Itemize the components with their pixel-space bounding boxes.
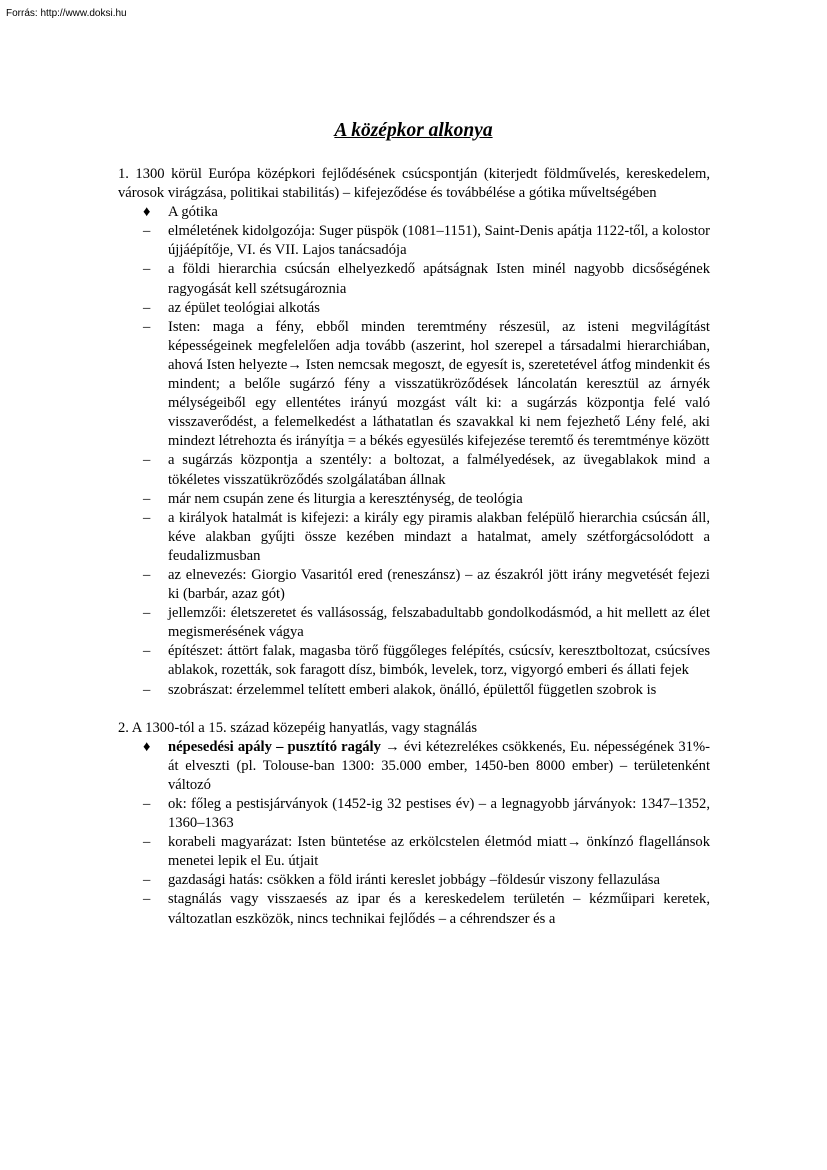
list-item-text: korabeli magyarázat: Isten büntetése az erkölcstelen életmód miatt→ önkínzó flagellánsok menetei lepik el Eu. útjait <box>168 834 710 870</box>
list-item-text: az elnevezés: Giorgio Vasaritól ered (reneszánsz) – az északról jött irány megvetését fejezi ki (barbár, azaz gót) <box>168 566 710 603</box>
list-item-text: elméletének kidolgozója: Suger püspök (1081–1151), Saint-Denis apátja 1122-től, a kolostor újjáépítője, VI. és VII. Lajos tanácsadója <box>168 223 710 259</box>
list-item-text: ok: főleg a pestisjárványok (1452-ig 32 pestises év) – a legnagyobb járványok: 1347–1352, 1360–1363 <box>168 796 710 832</box>
dash-bullet-icon: – <box>143 834 151 851</box>
dash-bullet-icon: – <box>143 566 151 583</box>
dash-bullet-icon: – <box>143 261 151 278</box>
list-item-heading <box>118 203 710 222</box>
list-item <box>118 795 710 833</box>
source-label: Forrás: http://www.doksi.hu <box>6 8 127 19</box>
dash-bullet-icon: – <box>143 299 151 316</box>
dash-bullet-icon: – <box>143 605 151 622</box>
section-2-heading: 2. A 1300-tól a 15. század közepéig hanyatlás, vagy stagnálás <box>118 719 478 736</box>
list-item-text: az épület teológiai alkotás <box>168 299 320 316</box>
page-title: A középkor alkonya <box>334 120 493 141</box>
list-item-lead <box>118 738 710 795</box>
list-item <box>118 871 710 890</box>
list-item-text: stagnálás vagy visszaesés az ipar és a kereskedelem területén – kézműipari keretek, változatlan eszközök, nincs technikai fejlődés – a céhrendszer és a <box>168 891 710 927</box>
list-item <box>118 681 710 700</box>
dash-bullet-icon: – <box>143 681 151 698</box>
list-item <box>118 299 710 318</box>
list-item <box>118 451 710 489</box>
list-item <box>118 833 710 871</box>
dash-bullet-icon: – <box>143 643 151 660</box>
list-item <box>118 260 710 298</box>
dash-bullet-icon: – <box>143 796 151 812</box>
dash-bullet-icon: – <box>143 223 151 240</box>
dash-bullet-icon: – <box>143 490 151 507</box>
dash-bullet-icon: – <box>143 509 151 526</box>
section-1-intro: 1. 1300 körül Európa középkori fejlődésének csúcspontján (kiterjedt földművelés, kereskedelem, városok virágzása, politikai stabilitás) – kifejeződése és továbbélése a gótika műveltségében <box>118 166 710 202</box>
list-item <box>118 890 710 928</box>
list-heading-label: A gótika <box>168 204 218 221</box>
list-item <box>118 642 710 680</box>
dash-bullet-icon: – <box>143 891 151 908</box>
list-item <box>118 318 710 452</box>
document-body <box>118 165 710 929</box>
list-item <box>118 604 710 642</box>
dash-bullet-icon: – <box>143 318 151 335</box>
list-item-text: a királyok hatalmát is kifejezi: a király egy piramis alakban felépülő hierarchia csúcsán áll, kéve alakban gyűjti össze kezében mindazt a hatalmat, amely szétforgácsolódott a feudalizmusban <box>168 509 710 564</box>
diamond-bullet-icon: ♦ <box>143 738 151 755</box>
list-item-text: szobrászat: érzelemmel telített emberi alakok, önálló, épülettől független szobrok is <box>168 681 657 698</box>
list-item-text: gazdasági hatás: csökken a föld iránti kereslet jobbágy –földesúr viszony fellazulása <box>168 872 660 889</box>
list-item-text: építészet: áttört falak, magasba törő függőleges felépítés, csúcsív, keresztboltozat, csúcsíves ablakok, rozetták, sok faragott dísz, bimbók, levelek, torz, vigyorgó emberi és állati fejek <box>168 643 710 679</box>
list-item-text: a sugárzás központja a szentély: a boltozat, a falmélyedések, az üvegablakok mind a tökéletes visszatükröződés szolgálatában állnak <box>168 452 710 488</box>
list-item-text: a földi hierarchia csúcsán elhelyezkedő apátságnak Isten minél nagyobb dicsőségének ragyogását kell szétsugároznia <box>168 261 710 297</box>
dash-bullet-icon: – <box>143 452 151 469</box>
list-item <box>118 490 710 509</box>
list-item <box>118 222 710 260</box>
list-item-text: Isten: maga a fény, ebből minden teremtmény részesül, az isteni megvilágítást képességeinek megfelelően adja tovább (aszerint, hol szerepel a társadalmi hierarchiában, ahová Isten helyezte→ Isten nemcsak megoszt, de egyesít is, szeretetével átfog mindenkit és mindent; a belőle sugárzó fény a visszatükröződések láncolatán keresztül az árnyék mélységeiből egy ellentétes irányú mozgást vált ki: a sugárzás központja felé való visszaverődést, a felemelkedést a láthatatlan és szavakkal ki nem fejezhető Lény felé, aki mindezt létrehozta és irányítja = a békés egyesülés kifejezése teremtő és teremtménye között <box>168 318 710 450</box>
list-item <box>118 509 710 566</box>
section-spacer <box>118 700 710 719</box>
diamond-bullet-icon: ♦ <box>143 204 151 221</box>
list-item-text: már nem csupán zene és liturgia a kereszténység, de teológia <box>168 490 523 507</box>
list-item <box>118 566 710 604</box>
lead-bold-text: népesedési apály – pusztító ragály <box>168 738 381 755</box>
lead-rest-text: → évi kétezrelékes csökkenés, Eu. népességének 31%-át elveszti (pl. Tolouse-ban 1300: 35.000 ember, 1450-ben 8000 ember) – területenként változó <box>168 738 710 793</box>
list-item-text: jellemzői: életszeretet és vallásosság, felszabadultabb gondolkodásmód, a hit mellett az élet megismerésének vágya <box>168 605 710 641</box>
dash-bullet-icon: – <box>143 872 151 889</box>
